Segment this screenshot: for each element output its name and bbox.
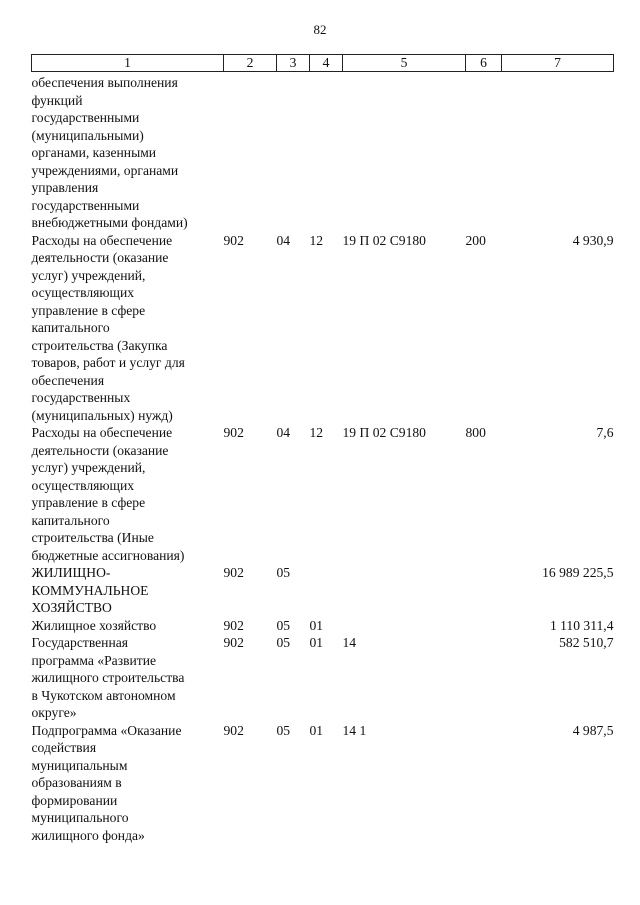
- row-name-line: Подпрограмма «Оказание: [31, 722, 182, 738]
- table-row: [32, 617, 614, 635]
- row-code-cell: 902: [223, 565, 244, 580]
- column-header-7: 7: [502, 55, 614, 72]
- column-header-2: 2: [224, 55, 277, 72]
- table-row: [32, 722, 614, 845]
- row-name-line: строительства (Закупка: [31, 337, 168, 353]
- row-name-line: деятельности (оказание: [31, 442, 169, 458]
- row-name-line: программа «Развитие: [31, 652, 157, 668]
- column-header-3: 3: [277, 55, 310, 72]
- row-code-cell: 902: [223, 425, 244, 440]
- row-section-cell: 04: [276, 232, 291, 248]
- row-subsection-cell: 01: [309, 635, 324, 650]
- row-name-line: государственных: [31, 390, 131, 405]
- row-section-cell: 05: [276, 635, 291, 650]
- row-amount-cell: 582 510,7: [559, 635, 614, 650]
- row-amount-cell: 7,6: [596, 425, 614, 440]
- row-name-cell: [32, 72, 224, 232]
- row-name-line: Жилищное хозяйство: [31, 617, 157, 633]
- row-subsection-cell: 01: [309, 722, 324, 738]
- row-name-line: ЖИЛИЩНО-: [31, 565, 111, 580]
- row-name-line: обеспечения: [31, 372, 105, 388]
- row-name-line: бюджетные ассигнования): [31, 547, 185, 563]
- row-name-line: муниципальным: [31, 757, 128, 773]
- row-name-line: (муниципальными): [31, 127, 144, 143]
- budget-table: [31, 54, 614, 844]
- row-name-line: обеспечения выполнения: [31, 75, 178, 90]
- row-expense-type-cell: [466, 617, 502, 635]
- row-article-cell: [343, 564, 466, 617]
- row-name-cell: [32, 634, 224, 722]
- row-expense-type-cell: [466, 634, 502, 722]
- row-section-cell: 04: [276, 425, 291, 440]
- row-section-cell: 05: [276, 617, 291, 633]
- row-expense-type-cell: 200: [465, 232, 486, 248]
- row-code-cell: 902: [223, 722, 244, 738]
- row-name-line: Расходы на обеспечение: [31, 232, 173, 248]
- row-name-cell: [32, 424, 224, 564]
- row-article-cell: 19 П 02 С9180: [342, 232, 426, 248]
- row-name-line: округе»: [31, 705, 77, 720]
- row-name-line: органами, казенными: [31, 145, 157, 160]
- row-name-cell: [32, 232, 224, 425]
- row-expense-type-cell: [466, 72, 502, 232]
- column-header-4: 4: [310, 55, 343, 72]
- row-name-line: услуг) учреждений,: [31, 267, 146, 283]
- row-code-cell: 902: [223, 635, 244, 650]
- row-expense-type-cell: [466, 722, 502, 845]
- row-name-line: управление в сфере: [31, 495, 146, 510]
- row-code-cell: 902: [223, 617, 244, 633]
- row-name-line: КОММУНАЛЬНОЕ: [31, 582, 149, 598]
- row-name-line: государственными: [31, 110, 140, 125]
- table-row: [32, 634, 614, 722]
- row-name-cell: [32, 722, 224, 845]
- row-name-line: капитального: [31, 512, 110, 528]
- row-amount-cell: 1 110 311,4: [549, 617, 614, 633]
- row-name-line: управления: [31, 180, 99, 195]
- row-article-cell: [343, 72, 466, 232]
- row-article-cell: 14 1: [342, 722, 367, 738]
- row-name-line: внебюджетными фондами): [31, 215, 188, 230]
- row-name-line: Государственная: [31, 635, 129, 650]
- row-subsection-cell: 01: [309, 617, 324, 633]
- row-section-cell: 05: [276, 722, 291, 738]
- page-number: 82: [313, 22, 327, 37]
- row-amount-cell: 4 987,5: [572, 722, 614, 738]
- row-name-line: жилищного строительства: [31, 670, 185, 685]
- column-header-1: 1: [32, 55, 224, 72]
- table-row: [32, 424, 614, 564]
- row-name-line: функций: [31, 92, 83, 108]
- row-name-cell: [32, 617, 224, 635]
- row-article-cell: 19 П 02 С9180: [342, 425, 426, 440]
- row-name-line: учреждениями, органами: [31, 162, 179, 178]
- table-row: [32, 564, 614, 617]
- row-subsection-cell: [310, 72, 343, 232]
- row-code-cell: 902: [223, 232, 244, 248]
- row-name-line: образованиям в: [31, 775, 122, 790]
- table-row: [32, 72, 614, 232]
- column-header-row: [32, 55, 614, 72]
- row-name-line: строительства (Иные: [31, 530, 154, 545]
- row-section-cell: 05: [276, 565, 291, 580]
- row-expense-type-cell: 800: [465, 425, 486, 440]
- row-name-line: жилищного фонда»: [31, 827, 145, 843]
- row-name-line: деятельности (оказание: [31, 250, 169, 265]
- row-name-line: управление в сфере: [31, 302, 146, 318]
- column-header-6: 6: [466, 55, 502, 72]
- row-amount-cell: 4 930,9: [572, 232, 614, 248]
- row-name-line: муниципального: [31, 810, 129, 825]
- row-name-line: осуществляющих: [31, 477, 135, 493]
- row-code-cell: [224, 72, 277, 232]
- row-name-line: содействия: [31, 740, 97, 755]
- row-name-line: государственными: [31, 197, 140, 213]
- row-subsection-cell: 12: [309, 232, 324, 248]
- row-expense-type-cell: [466, 564, 502, 617]
- row-name-line: услуг) учреждений,: [31, 460, 146, 475]
- row-name-line: товаров, работ и услуг для: [31, 355, 185, 370]
- row-amount-cell: 16 989 225,5: [542, 565, 614, 580]
- row-name-line: Расходы на обеспечение: [31, 425, 173, 440]
- row-subsection-cell: 12: [309, 425, 324, 440]
- row-name-line: осуществляющих: [31, 285, 135, 300]
- row-name-line: (муниципальных) нужд): [31, 407, 173, 423]
- row-article-cell: [343, 617, 466, 635]
- row-name-line: в Чукотском автономном: [31, 687, 176, 703]
- row-name-line: формировании: [31, 792, 118, 808]
- row-name-line: ХОЗЯЙСТВО: [31, 600, 112, 615]
- row-subsection-cell: [310, 564, 343, 617]
- row-amount-cell: [502, 72, 614, 232]
- row-section-cell: [277, 72, 310, 232]
- table-row: [32, 232, 614, 425]
- table-body: [32, 72, 614, 845]
- row-name-cell: [32, 564, 224, 617]
- column-header-5: 5: [343, 55, 466, 72]
- row-article-cell: 14: [342, 635, 357, 650]
- row-name-line: капитального: [31, 320, 110, 335]
